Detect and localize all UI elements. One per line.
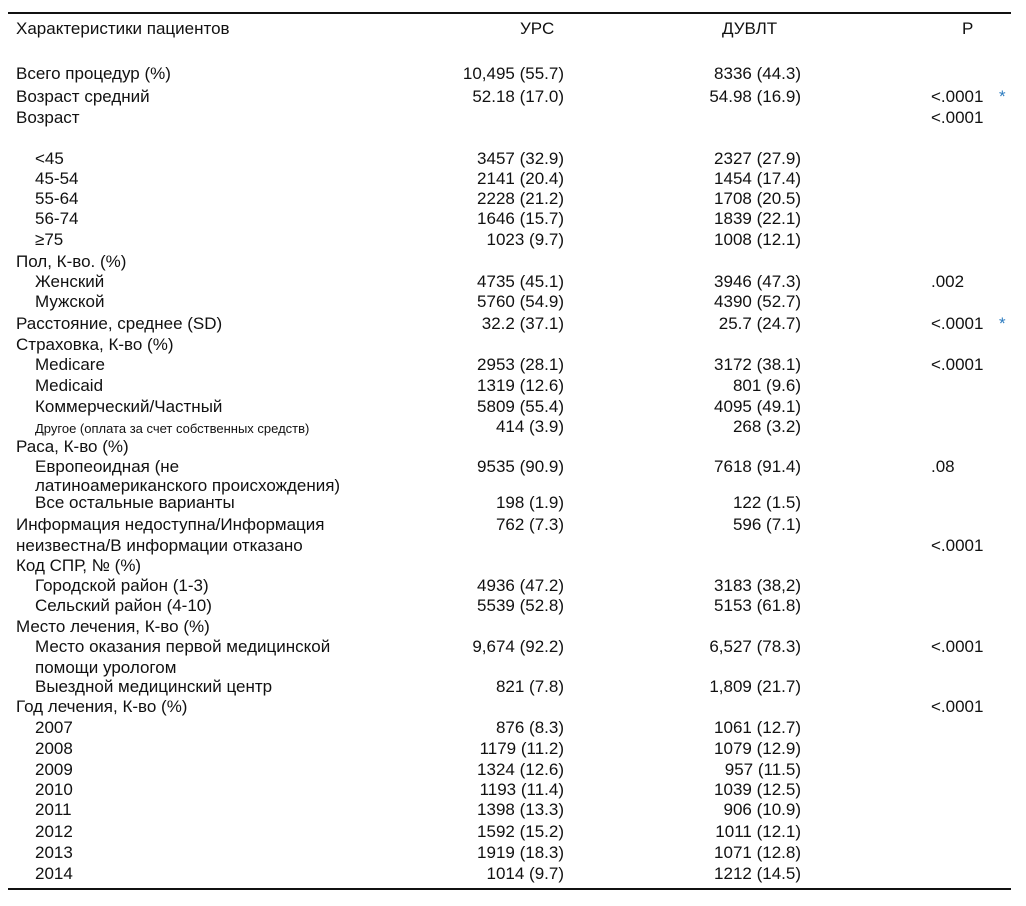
value-urs: 1646 (15.7): [477, 209, 564, 228]
table-row: [0, 536, 1026, 556]
value-urs: 1324 (12.6): [477, 760, 564, 779]
value-duvlt: 4390 (52.7): [714, 292, 801, 311]
table-row: [0, 87, 1026, 107]
value-duvlt: 8336 (44.3): [714, 64, 801, 83]
row-label: Мужской: [35, 292, 105, 311]
table-row: [0, 397, 1026, 417]
value-urs: 5539 (52.8): [477, 596, 564, 615]
value-urs: 5760 (54.9): [477, 292, 564, 311]
row-label: 2014: [35, 864, 73, 883]
table-row: [0, 718, 1026, 738]
table-row: [0, 335, 1026, 355]
row-label: Все остальные варианты: [35, 493, 235, 512]
value-urs: 5809 (55.4): [477, 397, 564, 416]
table-row: [0, 677, 1026, 697]
value-duvlt: 1839 (22.1): [714, 209, 801, 228]
row-label: Год лечения, К-во (%): [16, 697, 188, 716]
value-duvlt: 1708 (20.5): [714, 189, 801, 208]
value-p: <.0001: [931, 637, 984, 656]
row-label: Информация недоступна/Информация: [16, 515, 325, 534]
table-row: [0, 149, 1026, 169]
value-duvlt: 1454 (17.4): [714, 169, 801, 188]
value-urs: 821 (7.8): [495, 677, 564, 696]
table-row: [0, 376, 1026, 396]
value-duvlt: 957 (11.5): [724, 760, 801, 779]
header-urs: УРС: [520, 19, 555, 38]
table-row: [0, 658, 1026, 678]
value-p: <.0001: [931, 314, 984, 333]
value-p: <.0001: [931, 536, 984, 555]
value-duvlt: 1212 (14.5): [714, 864, 801, 883]
value-urs: 1398 (13.3): [477, 800, 564, 819]
value-urs: 198 (1.9): [495, 493, 564, 512]
value-duvlt: 7618 (91.4): [714, 457, 801, 476]
value-urs: 1023 (9.7): [486, 230, 564, 249]
table-top-rule: [8, 12, 1011, 14]
table-row: [0, 780, 1026, 800]
value-duvlt: 3946 (47.3): [714, 272, 801, 291]
row-label: 45-54: [35, 169, 79, 188]
value-urs: 32.2 (37.1): [481, 314, 564, 333]
value-urs: 876 (8.3): [495, 718, 564, 737]
row-label: 2009: [35, 760, 73, 779]
value-duvlt: 906 (10.9): [723, 800, 801, 819]
row-label: Пол, К-во. (%): [16, 252, 127, 271]
row-label: Medicare: [35, 355, 105, 374]
value-duvlt: 5153 (61.8): [714, 596, 801, 615]
value-duvlt: 3172 (38.1): [714, 355, 801, 374]
value-duvlt: 6,527 (78.3): [709, 637, 801, 656]
table-row: [0, 64, 1026, 84]
footnote-star: *: [999, 87, 1006, 106]
table-row: [0, 556, 1026, 576]
value-urs: 1179 (11.2): [479, 739, 564, 758]
row-label: Страховка, К-во (%): [16, 335, 174, 354]
value-urs: 762 (7.3): [495, 515, 564, 534]
table-row: [0, 760, 1026, 780]
table-row: [0, 272, 1026, 292]
header-characteristics: Характеристики пациентов: [16, 19, 230, 38]
value-urs: 4735 (45.1): [477, 272, 564, 291]
table-row: [0, 637, 1026, 657]
header-p: P: [962, 19, 974, 38]
row-label: 2007: [35, 718, 73, 737]
row-label: 56-74: [35, 209, 79, 228]
value-urs: 1919 (18.3): [477, 843, 564, 862]
row-label: неизвестна/В информации отказано: [16, 536, 303, 555]
value-duvlt: 1008 (12.1): [714, 230, 801, 249]
value-duvlt: 54.98 (16.9): [709, 87, 801, 106]
table-header-row: [0, 19, 1026, 39]
table-row: [0, 230, 1026, 250]
row-label: Расстояние, среднее (SD): [16, 314, 223, 333]
row-label: Европеоидная (не: [35, 457, 180, 476]
value-p: <.0001: [931, 697, 984, 716]
row-label: Другое (оплата за счет собственных средств): [35, 421, 310, 436]
table-row: [0, 864, 1026, 884]
row-label: Всего процедур (%): [16, 64, 171, 83]
table-row: [0, 739, 1026, 759]
value-urs: 1592 (15.2): [477, 822, 564, 841]
table-row: [0, 417, 1026, 437]
row-label: Medicaid: [35, 376, 104, 395]
table-row: [0, 457, 1026, 477]
row-label: Код СПР, № (%): [16, 556, 142, 575]
value-urs: 9535 (90.9): [477, 457, 564, 476]
value-urs: 3457 (32.9): [477, 149, 564, 168]
row-label: латиноамериканского происхождения): [35, 476, 341, 495]
row-label: 55-64: [35, 189, 79, 208]
value-p: <.0001: [931, 87, 984, 106]
value-p: .08: [931, 457, 955, 476]
value-urs: 1319 (12.6): [477, 376, 564, 395]
header-duvlt: ДУВЛТ: [722, 19, 778, 38]
table-row: [0, 292, 1026, 312]
value-urs: 10,495 (55.7): [462, 64, 564, 83]
row-label: 2011: [35, 800, 72, 819]
table-row: [0, 252, 1026, 272]
value-urs: 4936 (47.2): [477, 576, 564, 595]
table-row: [0, 209, 1026, 229]
table-row: [0, 617, 1026, 637]
row-label: 2010: [35, 780, 73, 799]
row-label: Место лечения, К-во (%): [16, 617, 210, 636]
table-row: [0, 493, 1026, 513]
value-urs: 9,674 (92.2): [472, 637, 564, 656]
value-duvlt: 1,809 (21.7): [709, 677, 801, 696]
value-urs: 2141 (20.4): [477, 169, 564, 188]
table-bottom-rule: [8, 888, 1011, 890]
value-urs: 2228 (21.2): [477, 189, 564, 208]
value-duvlt: 4095 (49.1): [714, 397, 801, 416]
row-label: Раса, К-во (%): [16, 437, 129, 456]
value-urs: 52.18 (17.0): [472, 87, 564, 106]
row-label: 2008: [35, 739, 73, 758]
row-label: <45: [35, 149, 64, 168]
table-row: [0, 697, 1026, 717]
value-duvlt: 596 (7.1): [732, 515, 801, 534]
table-row: [0, 169, 1026, 189]
value-duvlt: 25.7 (24.7): [718, 314, 801, 333]
row-label: помощи урологом: [35, 658, 177, 677]
table-row: [0, 108, 1026, 128]
table-row: [0, 822, 1026, 842]
row-label: Выездной медицинский центр: [35, 677, 273, 696]
row-label: Возраст: [16, 108, 80, 127]
table-row: [0, 437, 1026, 457]
value-urs: 414 (3.9): [495, 417, 564, 436]
table-row: [0, 355, 1026, 375]
row-label: Коммерческий/Частный: [35, 397, 223, 416]
value-duvlt: 1011 (12.1): [715, 822, 801, 841]
value-duvlt: 801 (9.6): [732, 376, 801, 395]
row-label: Городской район (1-3): [35, 576, 209, 595]
value-duvlt: 122 (1.5): [732, 493, 801, 512]
value-urs: 1014 (9.7): [486, 864, 564, 883]
value-p: <.0001: [931, 108, 984, 127]
value-urs: 1193 (11.4): [479, 780, 564, 799]
table-row: [0, 843, 1026, 863]
value-urs: 2953 (28.1): [477, 355, 564, 374]
row-label: Место оказания первой медицинской: [35, 637, 331, 656]
table-row: [0, 515, 1026, 535]
value-duvlt: 268 (3.2): [732, 417, 801, 436]
value-duvlt: 1061 (12.7): [714, 718, 801, 737]
row-label: 2013: [35, 843, 73, 862]
value-duvlt: 1079 (12.9): [714, 739, 801, 758]
value-duvlt: 3183 (38,2): [714, 576, 801, 595]
footnote-star: *: [999, 314, 1006, 333]
table-row: [0, 800, 1026, 820]
row-label: Женский: [35, 272, 105, 291]
value-duvlt: 2327 (27.9): [714, 149, 801, 168]
row-label: ≥75: [35, 230, 64, 249]
value-duvlt: 1039 (12.5): [714, 780, 801, 799]
table-row: [0, 189, 1026, 209]
table-row: [0, 314, 1026, 334]
value-p: .002: [931, 272, 965, 291]
value-p: <.0001: [931, 355, 984, 374]
row-label: Возраст средний: [16, 87, 150, 106]
row-label: Сельский район (4-10): [35, 596, 212, 615]
table-row: [0, 576, 1026, 596]
value-duvlt: 1071 (12.8): [714, 843, 801, 862]
row-label: 2012: [35, 822, 73, 841]
table-row: [0, 596, 1026, 616]
